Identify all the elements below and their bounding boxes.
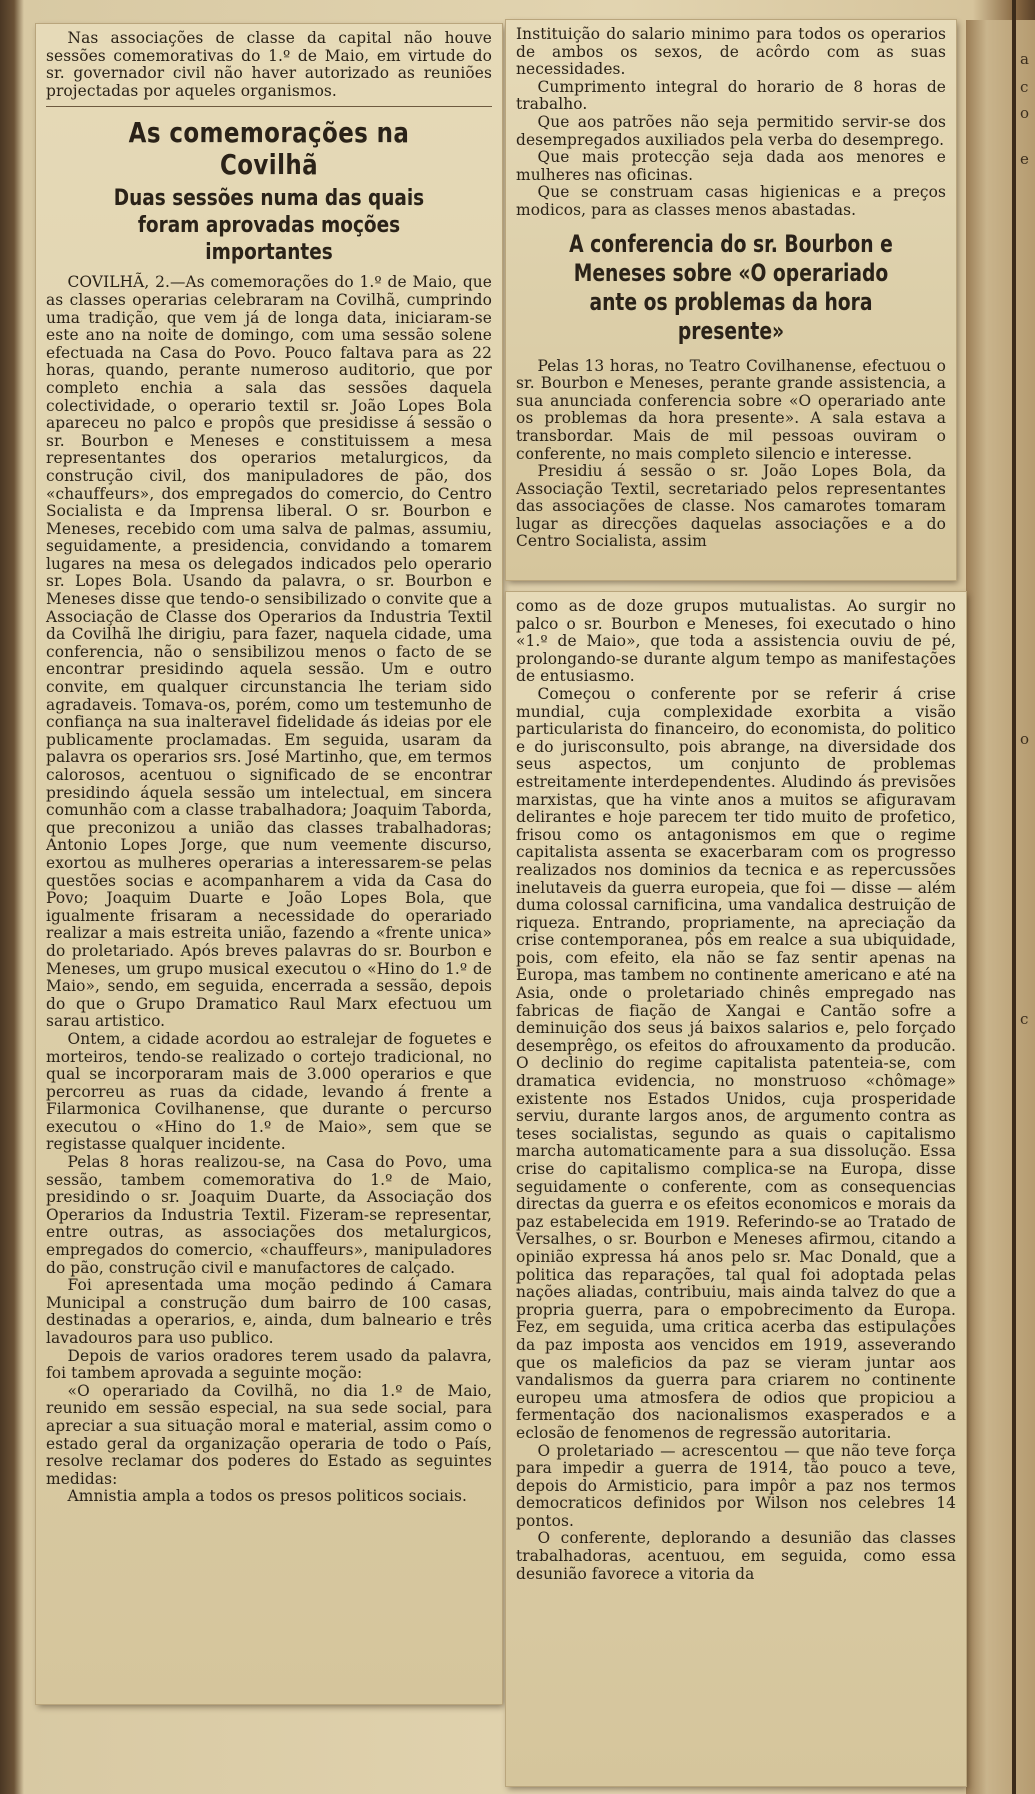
binding-spine — [1012, 0, 1016, 1794]
article-headline: As comemorações na Covilhã — [128, 116, 410, 182]
motion-item: Cumprimento integral do horario de 8 horas de trabalho. — [516, 77, 946, 114]
motion-item: Amnistia ampla a todos os presos politicos sociais. — [67, 1487, 467, 1506]
article-paragraph: Presidiu á sessão o sr. João Lopes Bola, da Associação Textil, secretariado pelos representantes das associações de classe. Nos camarotes tomaram lugar as direcções daquelas associações e a do Centro Socialista, assim — [516, 462, 946, 551]
article-paragraph: Depois de varios oradores terem usado da palavra, foi tambem aprovada a seguinte moção: — [46, 1346, 492, 1383]
edge-letter: o — [1020, 104, 1030, 122]
right-bottom-clipping — [506, 592, 966, 1786]
edge-letter: o — [1020, 730, 1030, 748]
intro-paragraph: Nas associações de classe da capital não houve sessões comemorativas do 1.º de Maio, em virtude do sr. governador civil não haver autorizado as reuniões projectadas por aqueles organismos. — [46, 29, 492, 100]
motion-item: Que se construam casas higienicas e a preços modicos, para as classes menos abastadas. — [516, 183, 946, 219]
motion-item: Que aos patrões não seja permitido servir-se dos desempregados auxiliados pela verba do desemprego. — [516, 112, 946, 149]
right-top-clipping — [506, 20, 956, 580]
article-paragraph: O proletariado — acrescentou — que não teve força para impedir a guerra de 1914, tão pouco a teve, depois do Armisticio, para impôr a paz nos termos democraticos definidos por Wilson nos celebres 14 pontos. — [516, 1441, 956, 1530]
article-paragraph: Começou o conferente por se referir á crise mundial, cuja complexidade exorbita a visão particularista do financeiro, do economista, do politico e do jurisconsulto, pois abrange, na diversidade dos seus aspectos, um conjunto de problemas estreitamente interdependentes. Aludindo ás previsões marxistas, que ha vinte anos a muitos se afiguravam delirantes e hoje parecem ter tido muito de profetico, frisou como os antagonismos em que o regime capitalista assenta se exacerbaram com os progresso realizados nos dominios da tecnica e as repercussões inelutaveis da guerra europeia, que foi — disse — além duma colossal carnificina, uma vandalica destruição de riqueza. Entrando, propriamente, na apreciação da crise contemporanea, pôs em realce a sua ubiquidade, pois, com efeito, ela não se faz sentir apenas na Europa, mas tambem no continente americano e até na Asia, onde o proletariado chinês empregado nas fabricas de fiação de Xangai e Cantão sofre a deminuição dos seus já baixos salarios e, pelo forçado desemprêgo, os efeitos do afrouxamento da producão. O declinio do regime capitalista patenteia-se, com dramatica evidencia, no monstruoso «chômage» existente nos Estados Unidos, cuja prosperidade serviu, durante largos anos, de argumento contra as teses socialistas, segundo as quais o capitalismo marcha automaticamente para a sua dissolução. Essa crise do capitalismo complica-se na Europa, disse seguidamente o conferente, com as consequencias directas da guerra e os efeitos economicos e morais da paz estabelecida em 1919. Referindo-se ao Tratado de Versalhes, o sr. Bourbon e Meneses afirmou, citando a opinião expressa há anos pelo sr. Mac Donald, que a politica das reparações, tal qual foi adoptada pelas nações aliadas, contribuiu, mais ainda talvez do que a propria guerra, para o empobrecimento da Europa. Fez, em seguida, uma critica acerba das estipulações da paz imposta aos vencidos em 1919, asseverando que os maleficios da paz se vieram juntar aos vandalismos da guerra para criarem no continente europeu uma atmosfera de odios que propiciou a fermentação dos nacionalismos exasperados e a eclosão de fenomenos de regressão autoritaria. — [516, 684, 956, 1442]
article-paragraph: O conferente, deplorando a desunião das classes trabalhadoras, acentuou, em seguida, como essa desunião favorece a vitoria da — [516, 1529, 956, 1583]
edge-letter: e — [1020, 150, 1029, 168]
edge-letter: c — [1020, 78, 1029, 96]
edge-letter: c — [1020, 1010, 1029, 1028]
article-paragraph: Pelas 13 horas, no Teatro Covilhanense, efectuou o sr. Bourbon e Meneses, perante grande assistencia, a sua anunciada conferencia sobre «O operariado ante os problemas da hora presente». A sala estava a transbordar. Mais de mil pessoas ouviram o conferente, no mais completo silencio e interesse. — [516, 356, 946, 463]
motion-quote: «O operariado da Covilhã, no dia 1.º de Maio, reunido em sessão especial, na sua sede social, para apreciar a sua situação moral e material, assim como o estado geral da organização operaria de todo o País, resolve reclamar dos poderes do Estado as seguintes medidas: — [46, 1381, 492, 1488]
adjacent-page-edge — [966, 20, 1035, 1794]
article-paragraph: COVILHÃ, 2.—As comemorações do 1.º de Maio, que as classes operarias celebraram na Covilhã, cumprindo uma tradição, que vem já de longa data, iniciaram-se este ano na noite de domingo, com uma sessão solene efectuada na Casa do Povo. Pouco faltava para as 22 horas, quando, perante numeroso auditorio, que por completo enchia a sala das sessões daquela colectividade, o operario textil sr. João Lopes Bola apareceu no palco e propôs que presidisse á sessão o sr. Bourbon e Meneses e constituissem a mesa representantes dos operarios metalurgicos, da construção civil, dos manipuladores de pão, dos «chauffeurs», dos empregados do comercio, do Centro Socialista e da Imprensa liberal. O sr. Bourbon e Meneses, recebido com uma salva de palmas, assumiu, seguidamente, a presidencia, convidando a tomarem lugares na mesa os delegados indicados pelo operario sr. Lopes Bola. Usando da palavra, o sr. Bourbon e Meneses disse que tendo-o sensibilizado o convite que a Associação de Classe dos Operarios da Industria Textil da Covilhã lhe dirigiu, para fazer, naquela cidade, uma conferencia, não o sensibilizou menos o facto de se encontrar presidindo aquela sessão. Um e outro convite, em qualquer circunstancia lhe teriam sido agradaveis. Tomava-os, porém, como um testemunho de confiança na sua inalteravel fidelidade ás ideias por ele publicamente proclamadas. Em seguida, usaram da palavra os operarios srs. José Martinho, que, em termos calorosos, acentuou o significado de se encontrar presidindo áquela sessão um intelectual, em sincera comunhão com a classe trabalhadora; Joaquim Taborda, que preconizou a união das classes trabalhadoras; Antonio Lopes Jorge, que num veemente discurso, exortou as mulheres operarias a interessarem-se pelas questões socias e acompanharem a vida da Casa do Povo; Joaquim Duarte e João Lopes Bola, que igualmente frisaram a necessidade do operariado realizar a mais estreita união, fazendo a «frente unica» do proletariado. Após breves palavras do sr. Bourbon e Meneses, um grupo musical executou o «Hino do 1.º de Maio», sendo, em seguida, encerrada a sessão, depois do que o Grupo Dramatico Raul Marx efectuou um sarau artistico. — [46, 273, 492, 1031]
divider — [46, 106, 492, 107]
article-paragraph: Pelas 8 horas realizou-se, na Casa do Povo, uma sessão, tambem comemorativa do 1.º de Maio, presidindo o sr. Joaquim Duarte, da Associação dos Operarios da Industria Textil. Fizeram-se representar, entre outras, as associações dos metalurgicos, empregados do comercio, «chauffeurs», manipuladores do pão, construção civil e manufactores de calçado. — [46, 1153, 492, 1277]
article-paragraph: Ontem, a cidade acordou ao estralejar de foguetes e morteiros, tendo-se realizado o cortejo tradicional, no qual se incorporaram mais de 3.000 operarios e que percorreu as ruas da cidade, levando á frente a Filarmonica Covilhanense, que durante o percurso executou o «Hino do 1.º de Maio», sem que se registasse qualquer incidente. — [46, 1029, 492, 1154]
article-paragraph: Foi apresentada uma moção pedindo á Camara Municipal a construção dum bairro de 100 casas, destinadas a operarios, e, ainda, dum balneario e três lavadouros para uso publico. — [46, 1276, 492, 1347]
edge-letter: a — [1020, 50, 1029, 68]
article-paragraph: como as de doze grupos mutualistas. Ao surgir no palco o sr. Bourbon e Meneses, foi executado o hino «1.º de Maio», que toda a assistencia ouviu de pé, prolongando-se durante algum tempo as manifestações de entusiasmo. — [516, 597, 956, 686]
motion-item: Instituição do salario minimo para todos os operarios de ambos os sexos, de acôrdo com as suas necessidades. — [516, 25, 946, 79]
conference-headline: A conferencia do sr. Bourbon e Meneses sobre «O operariado ante os problemas da hora presente» — [569, 229, 893, 345]
motion-item: Que mais protecção seja dada aos menores e mulheres nas oficinas. — [516, 148, 946, 184]
article-subheadline: Duas sessões numa das quais foram aprovadas moções importantes — [113, 186, 425, 266]
left-clipping — [36, 24, 502, 1704]
